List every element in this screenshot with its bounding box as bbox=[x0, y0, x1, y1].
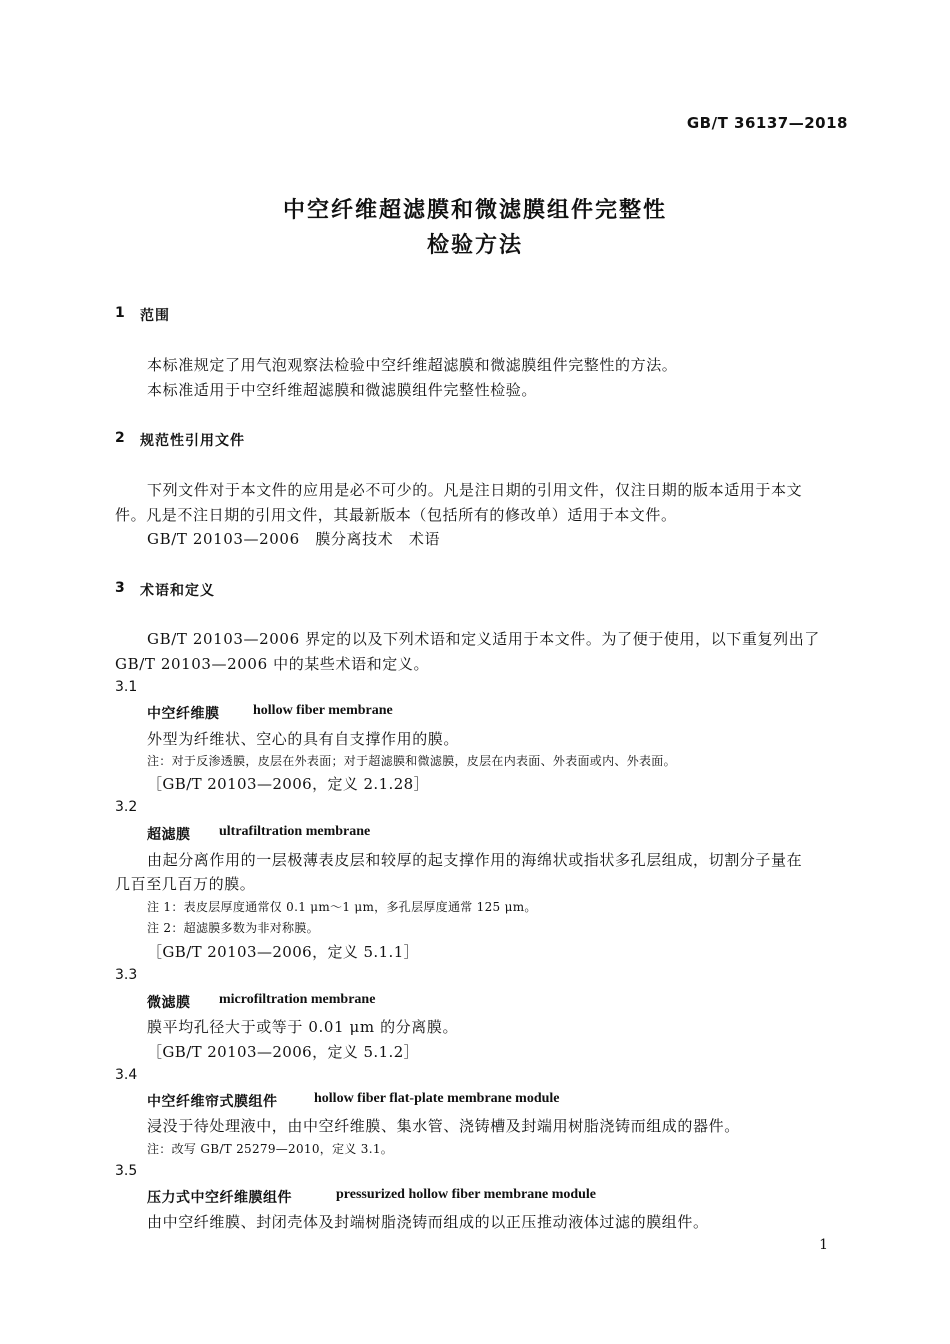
term-definition-line2: 几百至几百万的膜。 bbox=[115, 875, 256, 893]
document-title-line2: 检验方法 bbox=[426, 233, 523, 258]
term-number: 3.1 bbox=[115, 679, 138, 695]
term-note: 注：改写 GB/T 25279—2010，定义 3.1。 bbox=[147, 1142, 394, 1156]
section-2-number: 2 bbox=[115, 430, 125, 446]
term-definition: 膜平均孔径大于或等于 0.01 μm 的分离膜。 bbox=[147, 1018, 459, 1036]
term-number: 3.5 bbox=[115, 1163, 138, 1179]
document-title-line1: 中空纤维超滤膜和微滤膜组件完整性 bbox=[282, 198, 667, 223]
section-2-reference: GB/T 20103—2006 膜分离技术 术语 bbox=[147, 530, 441, 548]
term-chinese-name: 微滤膜 bbox=[147, 995, 191, 1011]
term-note: 注：对于反渗透膜，皮层在外表面；对于超滤膜和微滤膜，皮层在内表面、外表面或内、外表面。 bbox=[147, 754, 676, 768]
term-chinese-name: 超滤膜 bbox=[147, 827, 191, 843]
standard-code: GB/T 36137—2018 bbox=[686, 114, 848, 132]
term-english-name: ultrafiltration membrane bbox=[219, 824, 371, 839]
section-3-paragraph-line1: GB/T 20103—2006 界定的以及下列术语和定义适用于本文件。为了便于使用，以下重复列出了 bbox=[147, 630, 820, 648]
term-note-2: 注 2：超滤膜多数为非对称膜。 bbox=[147, 921, 319, 935]
term-chinese-name: 中空纤维帘式膜组件 bbox=[147, 1094, 278, 1110]
term-number: 3.2 bbox=[115, 799, 138, 815]
term-english-name: hollow fiber membrane bbox=[253, 703, 393, 718]
term-definition: 由中空纤维膜、封闭壳体及封端树脂浇铸而组成的以正压推动液体过滤的膜组件。 bbox=[147, 1213, 709, 1231]
term-definition-line1: 由起分离作用的一层极薄表皮层和较厚的起支撑作用的海绵状或指状多孔层组成，切割分子量在 bbox=[147, 851, 803, 869]
term-definition: 浸没于待处理液中，由中空纤维膜、集水管、浇铸槽及封端用树脂浇铸而组成的器件。 bbox=[147, 1117, 740, 1135]
term-source: ［GB/T 20103—2006，定义 5.1.1］ bbox=[147, 943, 420, 961]
term-source: ［GB/T 20103—2006，定义 5.1.2］ bbox=[147, 1043, 420, 1061]
section-2-paragraph-line1: 下列文件对于本文件的应用是必不可少的。凡是注日期的引用文件，仅注日期的版本适用于本文 bbox=[147, 481, 803, 499]
page-number: 1 bbox=[819, 1237, 828, 1253]
term-source: ［GB/T 20103—2006，定义 2.1.28］ bbox=[147, 775, 430, 793]
section-1-title: 范围 bbox=[140, 308, 170, 324]
section-1-number: 1 bbox=[115, 305, 125, 321]
term-chinese-name: 中空纤维膜 bbox=[147, 706, 220, 722]
term-number: 3.3 bbox=[115, 967, 138, 983]
term-chinese-name: 压力式中空纤维膜组件 bbox=[147, 1190, 292, 1206]
term-english-name: microfiltration membrane bbox=[219, 992, 376, 1007]
section-1-paragraph-1: 本标准规定了用气泡观察法检验中空纤维超滤膜和微滤膜组件完整性的方法。 bbox=[147, 356, 678, 374]
term-definition: 外型为纤维状、空心的具有自支撑作用的膜。 bbox=[147, 730, 460, 748]
term-number: 3.4 bbox=[115, 1067, 138, 1083]
term-english-name: pressurized hollow fiber membrane module bbox=[336, 1187, 597, 1202]
section-2-title: 规范性引用文件 bbox=[140, 433, 245, 449]
term-note-1: 注 1：表皮层厚度通常仅 0.1 μm～1 μm，多孔层厚度通常 125 μm。 bbox=[147, 900, 537, 914]
section-1-paragraph-2: 本标准适用于中空纤维超滤膜和微滤膜组件完整性检验。 bbox=[147, 381, 538, 399]
section-3-number: 3 bbox=[115, 580, 125, 596]
section-3-title: 术语和定义 bbox=[140, 583, 215, 599]
section-3-paragraph-line2: GB/T 20103—2006 中的某些术语和定义。 bbox=[115, 655, 430, 673]
section-2-paragraph-line2: 件。凡是不注日期的引用文件，其最新版本（包括所有的修改单）适用于本文件。 bbox=[115, 506, 677, 524]
term-english-name: hollow fiber flat-plate membrane module bbox=[314, 1091, 560, 1106]
